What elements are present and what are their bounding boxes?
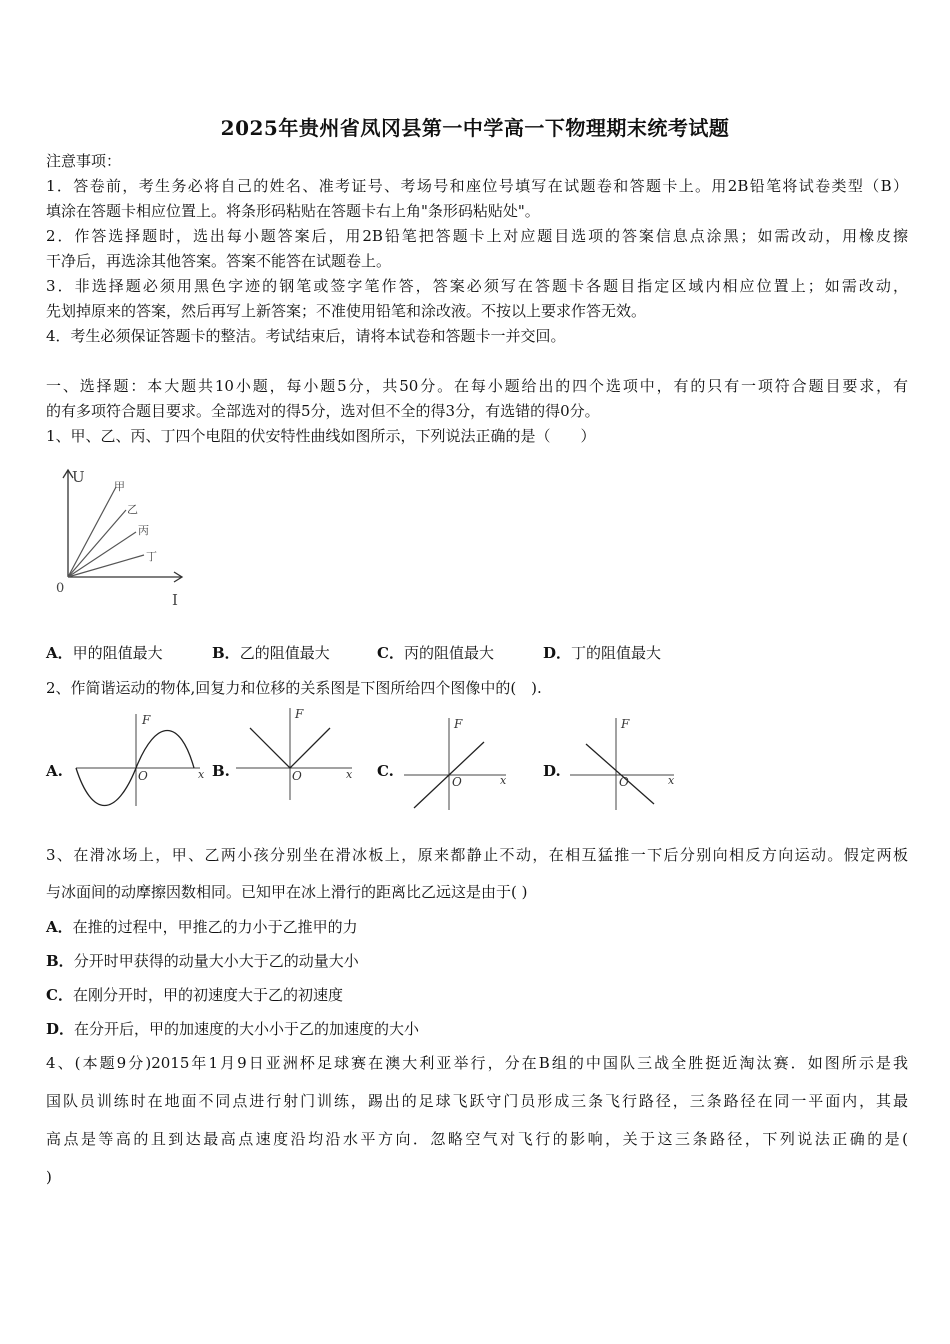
question-4-stem: 4、(本题9分)2015年1月9日亚洲杯足球赛在澳大利亚举行，分在B组的中国队三战全胜挺近淘汰赛．如图所示是我 (46, 1054, 908, 1072)
q1-option-d (543, 643, 661, 663)
option-letter: D． (46, 1020, 75, 1038)
curve-label-yi: 乙 (127, 503, 138, 516)
y-axis-label: F (454, 717, 463, 731)
option-text: 乙的阻值最大 (239, 644, 330, 662)
origin-label: O (452, 775, 462, 789)
section-intro: 一、选择题：本大题共10小题，每小题5分，共50分。在每小题给出的四个选项中，有的只有一项符合题目要求，有 (46, 377, 908, 395)
option-text: 丙的阻值最大 (403, 644, 494, 662)
question-4-stem: ) (46, 1168, 52, 1186)
q2-option-a-letter: A. (46, 762, 63, 780)
origin-label: 0 (56, 581, 65, 596)
q2-graph-c (402, 714, 517, 812)
curve-label-bing: 丙 (138, 524, 149, 537)
notice-heading: 注意事项： (46, 152, 122, 170)
q3-option-d (46, 1019, 419, 1039)
option-letter: C． (377, 644, 404, 662)
y-axis-label: U (72, 468, 85, 486)
notice-line: 先划掉原来的答案，然后再写上新答案；不准使用铅笔和涂改液。不按以上要求作答无效。 (46, 302, 647, 320)
x-axis-label: x (668, 774, 675, 787)
q2-option-d-letter: D. (543, 762, 561, 780)
q2-graph-a (72, 710, 212, 810)
section-intro: 的有多项符合题目要求。全部选对的得5分，选对但不全的得3分，有选错的得0分。 (46, 402, 600, 420)
question-3-stem: 与冰面间的动摩擦因数相同。已知甲在冰上滑行的距离比乙远这是由于( ) (46, 883, 528, 901)
page-title: 2025年贵州省凤冈县第一中学高一下物理期末统考试题 (220, 116, 730, 140)
curve-yi (68, 510, 126, 577)
curve-bing (68, 532, 136, 577)
question-4-stem: 国队员训练时在地面不同点进行射门训练，踢出的足球飞跃守门员形成三条飞行路径，三条路径在同一平面内，其最 (46, 1092, 908, 1110)
q1-option-a (46, 643, 163, 663)
q3-option-a (46, 917, 358, 937)
y-axis-label: F (295, 707, 304, 721)
option-text: 在分开后，甲的加速度的大小小于乙的加速度的大小 (74, 1020, 420, 1038)
notice-line: 1．答卷前，考生务必将自己的姓名、准考证号、考场号和座位号填写在试题卷和答题卡上。用2B铅笔将试卷类型（B） (46, 177, 908, 195)
notice-line: 干净后，再选涂其他答案。答案不能答在试题卷上。 (46, 252, 392, 270)
q2-graph-b (232, 704, 362, 804)
curve-ding (68, 555, 144, 577)
option-letter: B． (212, 644, 240, 662)
curve-label-ding: 丁 (146, 550, 157, 563)
q2-option-b-letter: B. (212, 762, 230, 780)
origin-label: O (619, 775, 629, 789)
question-4-stem: 高点是等高的且到达最高点速度沿均沿水平方向．忽略空气对飞行的影响，关于这三条路径，下列说法正确的是( (46, 1130, 908, 1148)
option-letter: A． (46, 918, 73, 936)
option-text: 在推的过程中，甲推乙的力小于乙推甲的力 (72, 918, 358, 936)
option-letter: D． (543, 644, 572, 662)
option-text: 分开时甲获得的动量大小大于乙的动量大小 (73, 952, 359, 970)
q3-option-c (46, 985, 343, 1005)
q1-option-c (377, 643, 494, 663)
q1-iu-graph (50, 462, 200, 612)
curve-jia (68, 487, 116, 577)
q1-option-b (212, 643, 330, 663)
notice-line: 填涂在答题卡相应位置上。将条形码粘贴在答题卡右上角"条形码粘贴处"。 (46, 202, 540, 220)
notice-line: 2．作答选择题时，选出每小题答案后，用2B铅笔把答题卡上对应题目选项的答案信息点涂黑；如需改动，用橡皮擦 (46, 227, 908, 245)
option-text: 丁的阻值最大 (571, 644, 662, 662)
y-axis-label: F (621, 717, 630, 731)
notice-line: 4．考生必须保证答题卡的整洁。考试结束后，请将本试卷和答题卡一并交回。 (46, 327, 566, 345)
y-axis-label: F (142, 713, 151, 727)
x-axis-label: I (172, 591, 178, 609)
q2-graph-d (568, 714, 686, 812)
option-letter: C． (46, 986, 73, 1004)
question-1-stem: 1、甲、乙、丙、丁四个电阻的伏安特性曲线如图所示，下列说法正确的是（ ） (46, 427, 596, 445)
curve-label-jia: 甲 (114, 480, 125, 493)
origin-label: O (292, 769, 302, 783)
origin-label: O (138, 769, 148, 783)
option-letter: A． (46, 644, 73, 662)
option-text: 甲的阻值最大 (72, 644, 163, 662)
option-text: 在刚分开时，甲的初速度大于乙的初速度 (72, 986, 343, 1004)
question-3-stem: 3、在滑冰场上，甲、乙两小孩分别坐在滑冰板上，原来都静止不动，在相互猛推一下后分别向相反方向运动。假定两板 (46, 846, 908, 864)
q2-option-c-letter: C. (377, 762, 394, 780)
notice-line: 3．非选择题必须用黑色字迹的钢笔或签字笔作答，答案必须写在答题卡各题目指定区域内相应位置上；如需改动， (46, 277, 908, 295)
x-axis-label: x (198, 768, 205, 781)
linear-negative-line (586, 744, 654, 804)
option-letter: B． (46, 952, 74, 970)
q3-option-b (46, 951, 359, 971)
question-2-stem: 2、作简谐运动的物体,回复力和位移的关系图是下图所给四个图像中的( ). (46, 679, 542, 697)
x-axis-label: x (346, 768, 353, 781)
x-axis-label: x (500, 774, 507, 787)
